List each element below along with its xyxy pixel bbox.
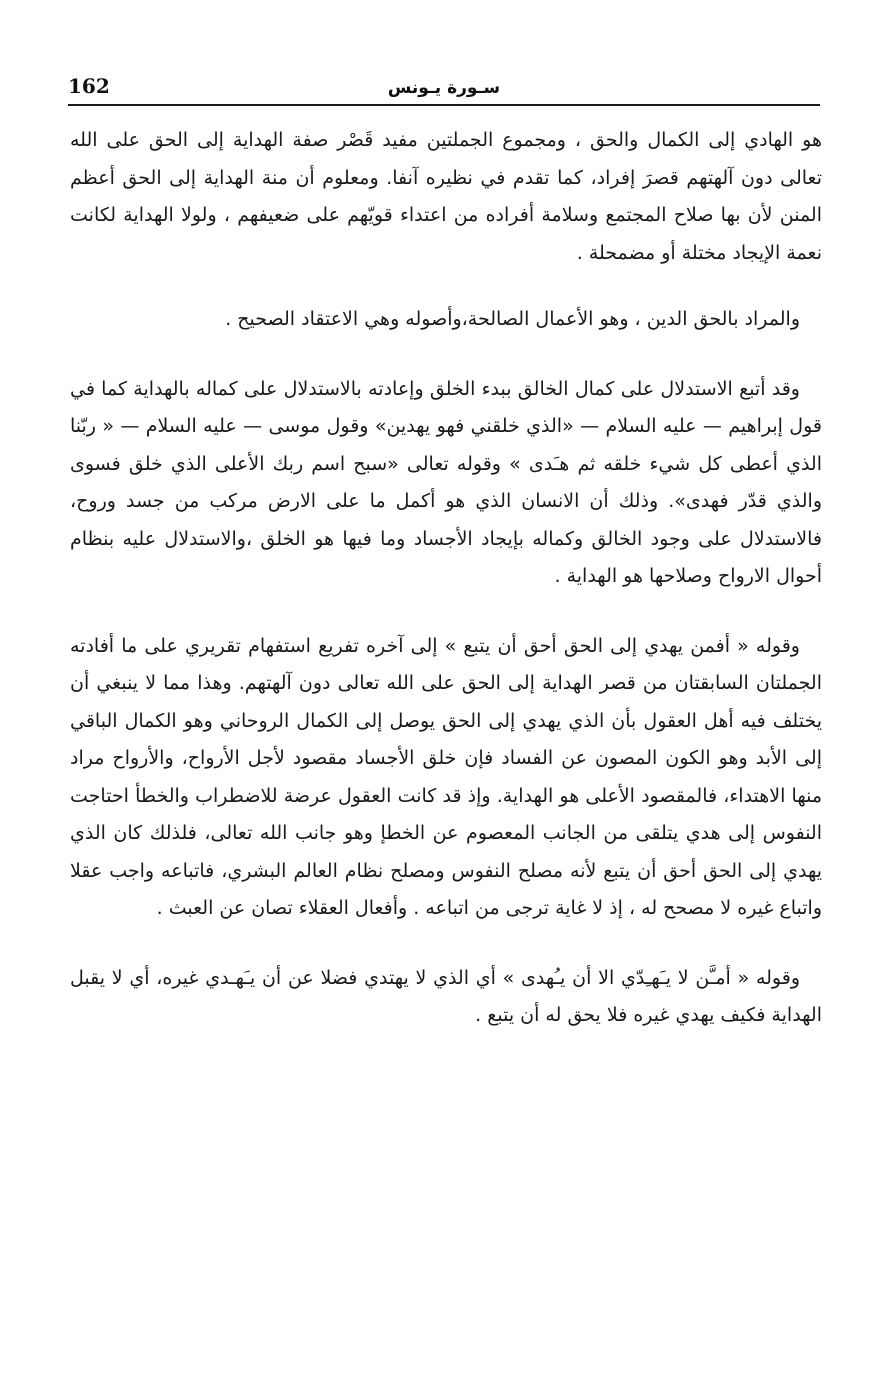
page-body [70, 122, 822, 1035]
paragraph-3: وقد أتبع الاستدلال على كمال الخالق ببدء الخلق وإعادته بالاستدلال على كماله بالهداية كما في قول إبراهيم — عليه السلام — «الذي خلقني فهو يهدين» وقول موسى — عليه السلام — « ربّنا الذي أعطى كل شيء خلقه ثم هـَدى » وقوله تعالى «سبح اسم ربك الأعلى الذي خلق فسوى والذي قدّر فهدى». وذلك أن الانسان الذي هو أكمل ما على الارض مركب من جسد وروح، فالاستدلال على وجود الخالق وكماله بإيجاد الأجساد وما فيها هو الخلق ،والاستدلال عليه بنظام أحوال الارواح وصلاحها هو الهداية . [70, 377, 822, 587]
paragraph-2: والمراد بالحق الدين ، وهو الأعمال الصالحة،وأصوله وهي الاعتقاد الصحيح . [225, 308, 800, 330]
paragraph-1: هو الهادي إلى الكمال والحق ، ومجموع الجملتين مفيد قَصْر صفة الهداية إلى الحق على الله تعالى دون آلهتهم قصرَ إفراد، كما تقدم في نظيره آنفا. ومعلوم أن منة الهداية إلى الحق أعظم المنن لأن بها صلاح المجتمع وسلامة أفراده من اعتداء قويّهم على ضعيفهم ، ولولا الهداية لكانت نعمة الإيجاد مختلة أو مضمحلة . [70, 129, 822, 264]
header-divider [68, 104, 820, 106]
page-number: 162 [68, 74, 110, 98]
page-header [68, 66, 820, 106]
paragraph-5: وقوله « أمـَّن لا يـَهـِدّي الا أن يـُهدى » أي الذي لا يهتدي فضلا عن أن يـَهـدي غيره، أي لا يقبل الهداية فكيف يهدي غيره فلا يحق له أن يتبع . [70, 966, 822, 1026]
surah-title: سـورة يـونس [387, 78, 501, 98]
paragraph-4: وقوله « أفمن يهدي إلى الحق أحق أن يتبع » إلى آخره تفريع استفهام تقريري على ما أفادته الجملتان السابقتان من قصر الهداية إلى الحق على الله تعالى دون آلهتهم. وهذا مما لا ينبغي أن يختلف فيه أهل العقول بأن الذي يهدي إلى الحق يوصل إلى الكمال الروحاني وهو الكمال الباقي إلى الأبد وهو الكون المصون عن الفساد فإن خلق الأجساد مقصود لأجل الأرواح، والأرواح مراد منها الاهتداء، فالمقصود الأعلى هو الهداية. وإذ قد كانت العقول عرضة للاضطراب والخطأ احتاجت النفوس إلى هدي يتلقى من الجانب المعصوم عن الخطإ وهو جانب الله تعالى، فلذلك كان الذي يهدي إلى الحق أحق أن يتبع لأنه مصلح النفوس ومصلح نظام العالم البشري، فاتباعه واجب عقلا واتباع غيره لا مصحح له ، إذ لا غاية ترجى من اتباعه . وأفعال العقلاء تصان عن العبث . [70, 634, 822, 919]
